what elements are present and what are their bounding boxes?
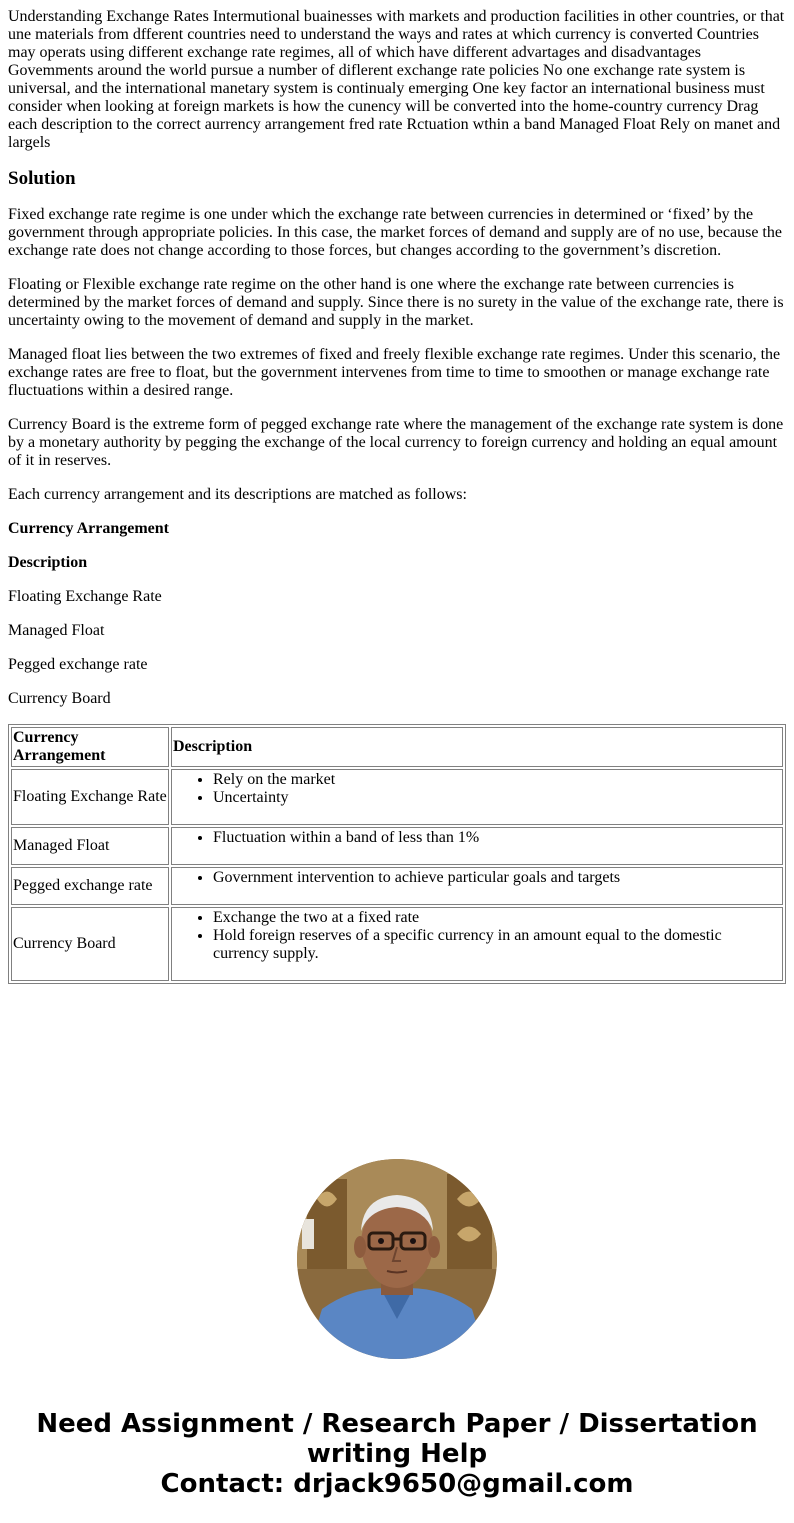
table-cell-arrangement: Currency Board [11,907,169,981]
footer-ad [8,1409,786,1499]
list-item: Pegged exchange rate [8,656,148,673]
description-item: • Government intervention to achieve particular goals and targets [213,869,781,887]
description-item: • Rely on the market [213,771,781,789]
label-currency-arrangement: Currency Arrangement [8,520,169,537]
list-item: Currency Board [8,690,111,707]
table-cell-arrangement: Managed Float [11,827,169,865]
description-item: • Uncertainty [213,789,781,807]
paragraph-fixed: Fixed exchange rate regime is one under which the exchange rate between currencies in determined or ‘fixed’ by the government through appropriate policies. In this case, the market forces of demand and supply are of no use, because the exchange rate does not change according to those forces, but changes according to the government’s discretion. [8,206,782,259]
matching-table [8,724,786,984]
description-list [173,829,781,847]
list-item: Floating Exchange Rate [8,588,162,605]
paragraph-currency-board: Currency Board is the extreme form of pegged exchange rate where the management of the exchange rate system is done by a monetary authority by pegging the exchange of the local currency to foreign currency and holding an equal amount of it in reserves. [8,416,784,469]
description-list [173,869,781,887]
description-list [173,771,781,807]
description-item: • Exchange the two at a fixed rate [213,909,781,927]
table-header-row [11,727,783,767]
table-cell-description [171,769,783,825]
footer-line-help: Need Assignment / Research Paper / Dissertation writing Help [36,1409,758,1469]
table-header-arrangement: Currency Arrangement [11,727,169,767]
paragraph-managed: Managed float lies between the two extremes of fixed and freely flexible exchange rate regimes. Under this scenario, the exchange rates are free to float, but the government intervenes from time to time to smoothen or manage exchange rate fluctuations within a desired range. [8,346,781,399]
label-description: Description [8,554,88,571]
avatar [297,1159,497,1359]
table-row [11,769,783,825]
table-cell-description [171,907,783,981]
table-row [11,907,783,981]
table-cell-description [171,867,783,905]
table-cell-description [171,827,783,865]
description-item: • Hold foreign reserves of a specific currency in an amount equal to the domestic currency supply. [213,927,781,963]
description-list [173,909,781,963]
question-text: Understanding Exchange Rates Intermutional buainesses with markets and production facilities in other countries, or that une materials from dfferent countries need to understand the ways and rates at which currency is converted Countries may operats using different exchange rate regimes, all of which have different advartages and disadvantages Govemments around the world pursue a number of diflerent exchange rate policies No one exchange rate system is universal, and the international manetary system is continualy emerging One key factor an international business must consider when looking at foreign markets is how the cunency will be converted into the home-country currency Drag each description to the correct aurrency arrangement fred rate Rctuation wthin a band Managed Float Rely on manet and largels [8,8,785,151]
paragraph-floating: Floating or Flexible exchange rate regime on the other hand is one where the exchange rate between currencies is determined by the market forces of demand and supply. Since there is no surety in the value of the exchange rate, there is uncertainty owing to the movement of demand and supply in the market. [8,276,784,329]
avatar-container [8,1159,786,1359]
portrait-image [297,1159,497,1359]
solution-heading: Solution [8,168,76,189]
table-cell-arrangement: Pegged exchange rate [11,867,169,905]
table-row [11,867,783,905]
description-item: • Fluctuation within a band of less than 1% [213,829,781,847]
list-item: Managed Float [8,622,105,639]
spacer [8,984,786,1159]
table-header-description: Description [171,727,783,767]
paragraph-matching-intro: Each currency arrangement and its descriptions are matched as follows: [8,486,467,503]
footer-line-contact[interactable]: Contact: drjack9650@gmail.com [160,1469,634,1499]
table-row [11,827,783,865]
table-cell-arrangement: Floating Exchange Rate [11,769,169,825]
